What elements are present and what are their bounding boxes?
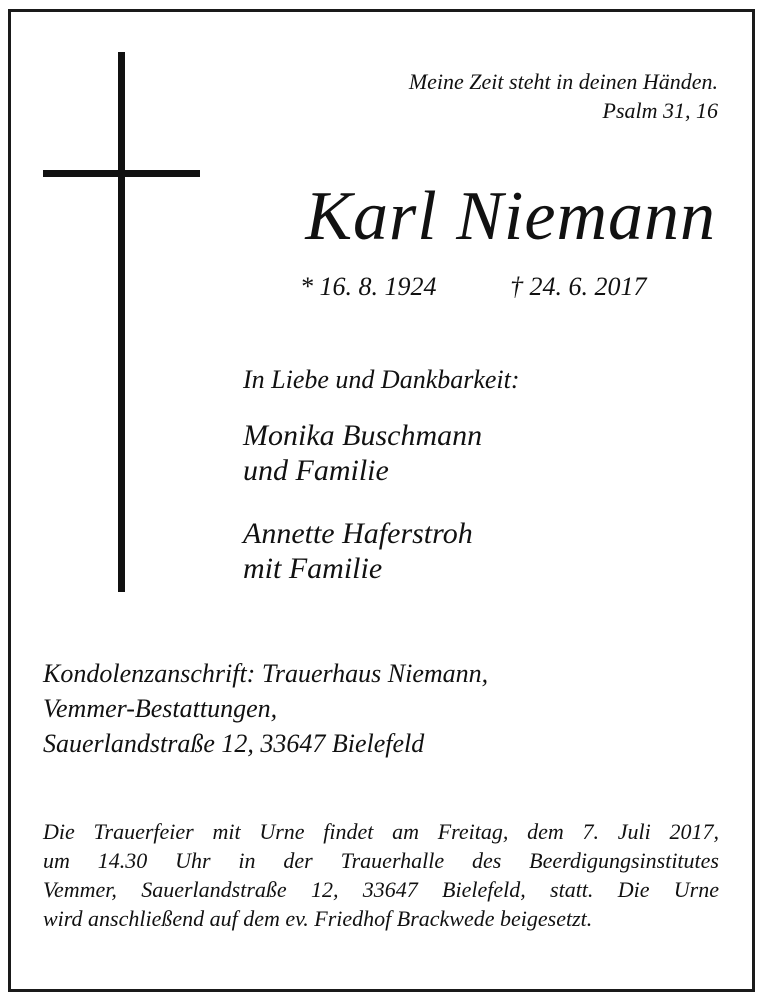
birth-date: * 16. 8. 1924 xyxy=(300,272,437,301)
deceased-name: Karl Niemann xyxy=(305,178,716,255)
service-line: Die Trauerfeier mit Urne findet am Freitag, dem 7. Juli 2017, xyxy=(43,819,719,844)
cross-icon-vertical-beam xyxy=(118,52,125,592)
verse-text: Meine Zeit steht in deinen Händen. xyxy=(408,69,718,94)
condolence-address xyxy=(43,656,488,761)
mourner-group xyxy=(243,516,473,586)
mourner-name: Monika Buschmann xyxy=(243,419,483,452)
verse-reference: Psalm 31, 16 xyxy=(602,98,718,123)
mourner-name: Annette Haferstroh xyxy=(243,517,473,550)
service-line: Vemmer, Sauerlandstraße 12, 33647 Bielefeld, statt. Die Urne xyxy=(43,877,719,902)
mourners-intro: In Liebe und Dankbarkeit: xyxy=(243,365,520,394)
mourner-family: und Familie xyxy=(243,454,389,487)
condolence-line: Kondolenzanschrift: Trauerhaus Niemann, xyxy=(43,659,489,688)
bible-verse xyxy=(409,67,718,125)
death-date: † 24. 6. 2017 xyxy=(510,272,647,301)
life-dates xyxy=(300,270,647,304)
condolence-line: Vemmer-Bestattungen, xyxy=(43,694,278,723)
service-line: um 14.30 Uhr in der Trauerhalle des Beerdigungsinstitutes xyxy=(43,848,719,873)
mourner-family: mit Familie xyxy=(243,552,383,585)
condolence-line: Sauerlandstraße 12, 33647 Bielefeld xyxy=(43,729,425,758)
mourner-group xyxy=(243,418,482,488)
funeral-service-notice xyxy=(43,817,719,933)
cross-icon-horizontal-beam xyxy=(43,170,200,177)
service-line: wird anschließend auf dem ev. Friedhof Brackwede beigesetzt. xyxy=(43,906,593,931)
